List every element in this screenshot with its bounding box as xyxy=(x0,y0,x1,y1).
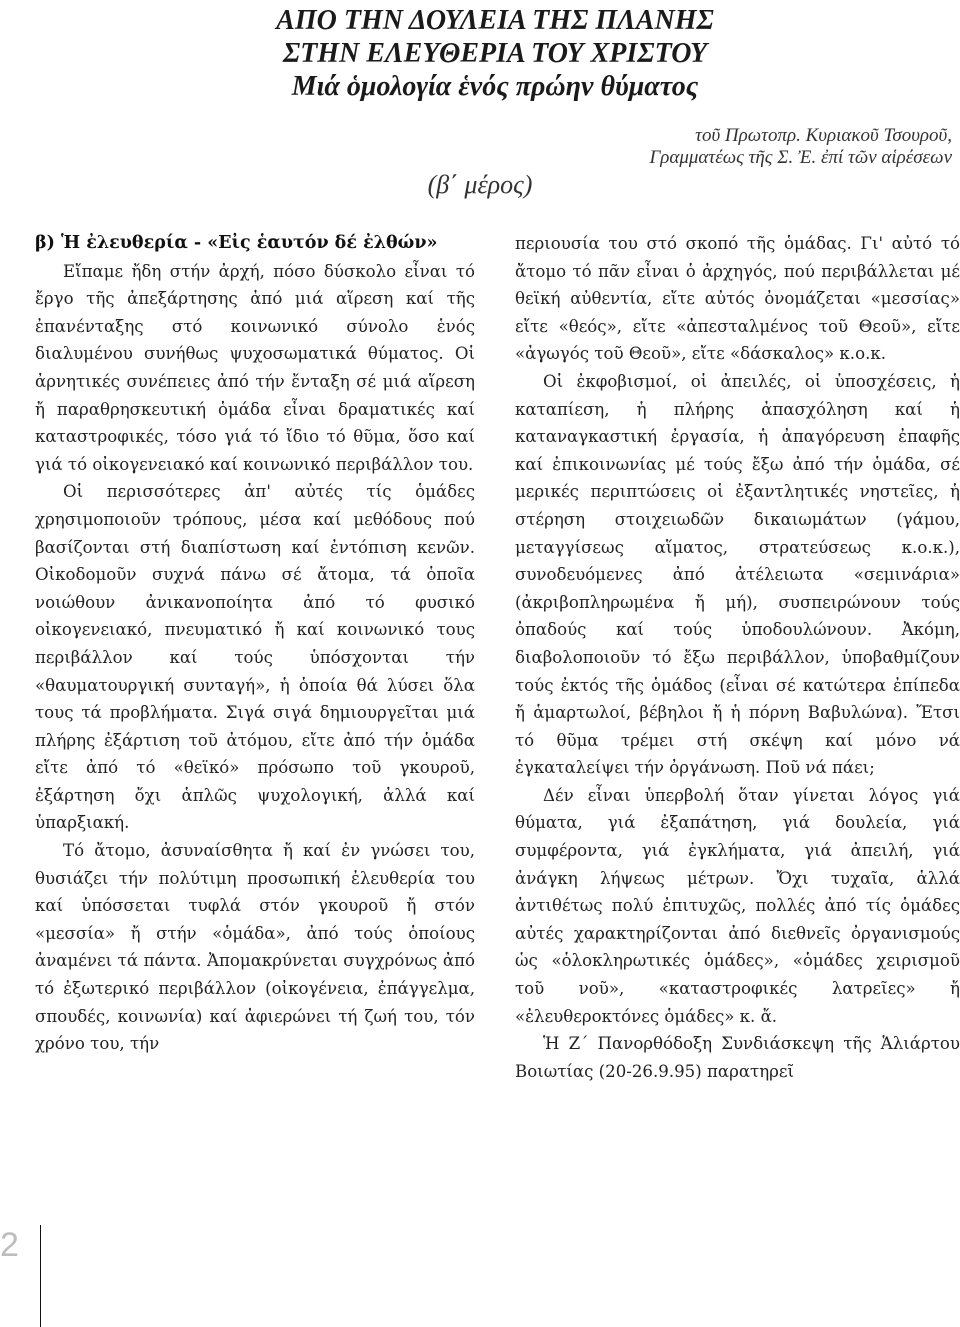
body-paragraph: Εἴπαμε ἤδη στήν ἀρχή, πόσο δύσκολο εἶναι τό ἔργο τῆς ἀπεξάρτησης ἀπό μιά αἵρεση καί τῆς ἐπανένταξης στό κοινωνικό σύνολο ἑνός διαλυμένου συνήθως ψυχοσωματικά θύματος. Οἱ ἀρνητικές συνέπειες ἀπό τήν ἔνταξη σέ μιά αἵρεση ἤ παραθρησκευτική ὁμάδα εἶναι δραματικές καί καταστροφικές, τόσο γιά τό ἴδιο τό θῦμα, ὅσο καί γιά τό οἰκογενειακό καί κοινωνικό περιβάλλον του. xyxy=(35,261,475,474)
author-byline xyxy=(532,125,952,169)
article-title xyxy=(200,4,790,103)
margin-rule xyxy=(40,1225,41,1327)
text-column-right xyxy=(515,230,960,1085)
title-subtitle: Μιά ὁμολογία ἑνός πρώην θύματος xyxy=(291,71,699,102)
body-paragraph: περιουσία του στό σκοπό τῆς ὁμάδας. Γι' αὐτό τό ἄτομο τό πᾶν εἶναι ὁ ἀρχηγός, πού περιβάλλεται μέ θεϊκή αὐθεντία, εἴτε αὐτός ὀνομάζεται «μεσσίας» εἴτε «θεός», εἴτε «ἀπεσταλμένος τοῦ Θεοῦ», εἴτε «ἀγωγός τοῦ Θεοῦ», εἴτε «δάσκαλος» κ.ο.κ. xyxy=(515,234,960,364)
text-column-left xyxy=(35,230,475,1058)
body-paragraph: Τό ἄτομο, ἀσυναίσθητα ἤ καί ἐν γνώσει του, θυσιάζει τήν πολύτιμη προσωπική ἐλευθερία του καί ὑπόσσεται τυφλά στόν γκουροῦ ἤ στόν «μεσσία» ἤ στήν «ὁμάδα», ἀπό τούς ὁποίους ἀναμένει τά πάντα. Ἀπομακρύνεται συγχρόνως ἀπό τό ἐξωτερικό περιβάλλον (οἰκογένεια, ἐπάγγελμα, σπουδές, κοινωνία) καί ἀφιερώνει τή ζωή του, τόν χρόνο του, τήν xyxy=(35,841,475,1054)
author-line: Γραμματέως τῆς Σ. Ἐ. ἐπί τῶν αἱρέσεων xyxy=(649,147,952,168)
part-label: (β΄ μέρος) xyxy=(427,170,533,199)
body-paragraph: Οἱ περισσότερες ἀπ' αὐτές τίς ὁμάδες χρησιμοποιοῦν τρόπους, μέσα καί μεθόδους πού βασίζονται στή διαπίστωση καί ἐντόπιση κενῶν. Οἰκοδομοῦν συχνά πάνω σέ ἄτομα, τά ὁποῖα νοιώθουν ἀνικανοποίητα ἀπό τό φυσικό οἰκογενειακό, πνευματικό ἤ καί κοινωνικό τους περιβάλλον καί τούς ὑπόσχονται τήν «θαυματουργική συνταγή», ἡ ὁποία θά λύσει ὅλα τους τά προβλήματα. Σιγά σιγά δημιουργεῖται μιά πλήρης ἐξάρτιση τοῦ ἀτόμου, εἴτε ἀπό τήν ὁμάδα εἴτε ἀπό τό «θεϊκό» πρόσωπο τοῦ γκουροῦ, ἐξάρτηση ὄχι ἁπλῶς ψυχολογική, ἀλλά καί ὑπαρξιακή. xyxy=(35,482,475,833)
section-heading: β) Ἡ ἐλευθερία - «Εἰς ἑαυτόν δέ ἐλθών» xyxy=(35,233,438,253)
body-paragraph: Δέν εἶναι ὑπερβολή ὅταν γίνεται λόγος γιά θύματα, γιά ἐξαπάτηση, γιά δουλεία, γιά συμφέροντα, γιά ἐγκλήματα, γιά ἀπειλή, γιά ἀνάγκη λήψεως μέτρων. Ὄχι τυχαῖα, ἀλλά ἀντιθέτως πολύ ἐπιτυχῶς, πολλές ἀπό τίς ὁμάδες αὐτές χαρακτηρίζονται ἀπό διεθνεῖς ὀργανισμούς ὡς «ὁλοκληρωτικές ὁμάδες», «ὁμάδες χειρισμοῦ τοῦ νοῦ», «καταστροφικές λατρεῖες» ἤ «ἐλευθεροκτόνες ὁμάδες» κ. ἄ. xyxy=(515,785,960,1026)
body-paragraph: Ἡ Ζ΄ Πανορθόδοξη Συνδιάσκεψη τῆς Ἁλιάρτου Βοιωτίας (20-26.9.95) παρατηρεῖ xyxy=(515,1034,960,1081)
body-paragraph: Οἱ ἐκφοβισμοί, οἱ ἀπειλές, οἱ ὑποσχέσεις, ἡ καταπίεση, ἡ πλήρης ἀπασχόληση καί ἡ καταναγκαστική ἐργασία, ἡ ἀπαγόρευση ἐπαφῆς καί ἐπικοινωνίας μέ τούς ἔξω ἀπό τήν ὁμάδα, σέ μερικές περιπτώσεις οἱ ἐξαντλητικές νηστεῖες, ἡ στέρηση στοιχειωδῶν δικαιωμάτων (γάμου, μεταγγίσεως αἵματος, στρατεύσεως κ.ο.κ.), συνοδευόμενες ἀπό ἀτέλειωτα «σεμινάρια» (ἀκριβοπληρωμένα ἤ μή), συσπειρώνουν τούς ὀπαδούς καί τούς ὑποδουλώνουν. Ἀκόμη, διαβολοποιοῦν τό ἔξω περιβάλλον, ὑποβαθμίζουν τούς ἐκτός τῆς ὁμάδος (εἶναι σέ κατώτερα ἐπίπεδα ἤ ἁμαρτωλοί, βέβηλοι ἤ ἡ πόρνη Βαβυλώνα). Ἔτσι τό θῦμα τρέμει στή σκέψη καί μόνο νά ἐγκαταλείψει τήν ὀργάνωση. Ποῦ νά πάει; xyxy=(515,371,960,778)
page-number: 2 xyxy=(0,1226,19,1264)
author-line: τοῦ Πρωτοπρ. Κυριακοῦ Τσουροῦ, xyxy=(695,125,952,146)
title-line: ΑΠΟ ΤΗΝ ΔΟΥΛΕΙΑ ΤΗΣ ΠΛΑΝΗΣ xyxy=(276,5,714,36)
title-line: ΣΤΗΝ ΕΛΕΥΘΕΡΙΑ ΤΟΥ ΧΡΙΣΤΟΥ xyxy=(282,38,708,69)
